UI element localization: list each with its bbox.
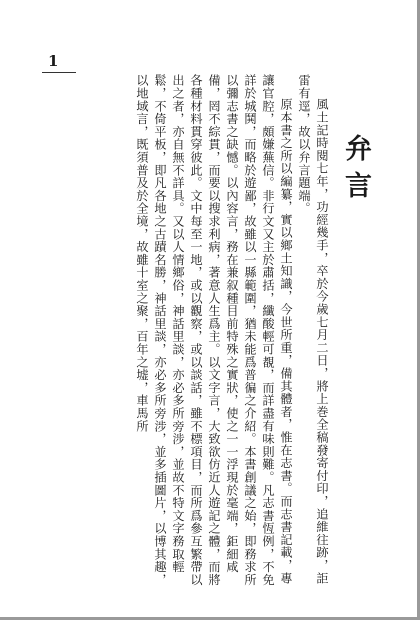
page-number-rule [42,72,76,73]
paragraph-1: 風土記時閱七年，功經幾手，卒於今歲七月二日，將上巻全稿發寄付印，追維往跡，詎雷有逕，故以弁言題端。 [297,74,329,585]
page-number: 1 [48,52,59,70]
body-text [133,74,331,586]
paragraph-2: 原本書之所以編纂，實以鄉土知識，今世所重，備其體者，惟在志書。而志書記載，專讓官腔，頗嫌蕪信。非行文又主於肅括，纖酸輕可覩，而詳盡有味則難。凡志書恆例，不免詳於城鬨，而略於遊鄙，故雖以一縣範圍，猶未能爲普徧之介紹。本書創議之始，即務求所以彌志書之缺憾。以內容言，務在兼叙種目前特殊之實狀，使之一一浮現於毫端，鉅細咸備，罔不綜貫，而要以搜求利病，著意人生爲主。以文字言，大致欲仿近人遊記之體，而將各種材料貫穿彼此。文中每至一地，或以觀察，或以談話，雖不標項目，而所爲參互繁帶以出之者，亦自無不詳具。又以人情鄉俗，神話里談，亦必多所旁涉，並故不特文字務取輕鬆，不倚平板，即凡各地之古蹟名勝，神話里談，亦必多所旁涉，並多插圖片，以博其趣，以地域言，既須普及於全境，故雖十室之聚，百年之墟，車馬所 [135,74,293,586]
page-title: 弁言 [340,134,371,208]
